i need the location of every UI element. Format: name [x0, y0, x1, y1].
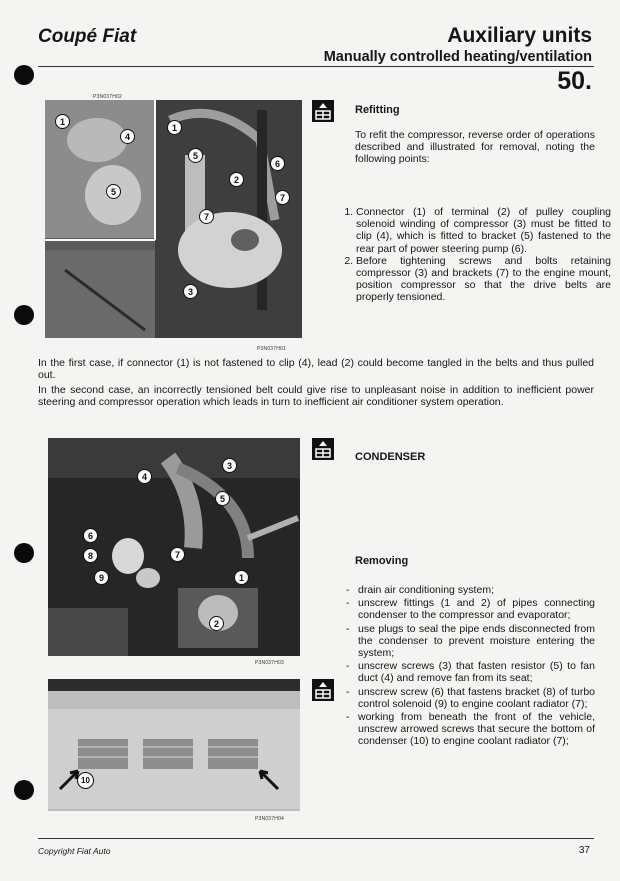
- removing-step: - drain air conditioning system;: [344, 584, 595, 596]
- condenser-heading: CONDENSER: [355, 451, 426, 463]
- compressor-photo: [45, 100, 302, 338]
- compressor-photo-graphic: [45, 100, 302, 338]
- callout-marker: 7: [170, 547, 185, 562]
- procedure-icon: [312, 679, 334, 701]
- callout-marker: 1: [234, 570, 249, 585]
- procedure-icon-graphic: [312, 438, 334, 460]
- binder-hole: [14, 65, 34, 85]
- binder-hole: [14, 780, 34, 800]
- callout-marker: 6: [83, 528, 98, 543]
- removing-step: - use plugs to seal the pipe ends disconnected from the condenser to prevent moisture entering the system;: [344, 623, 595, 660]
- condenser-bottom-graphic: [48, 679, 300, 811]
- callout-marker: 8: [83, 548, 98, 563]
- binder-hole: [14, 305, 34, 325]
- figure-code: P3N037H01: [257, 346, 287, 352]
- section-subtitle: Manually controlled heating/ventilation: [323, 49, 592, 65]
- refitting-points: [340, 206, 611, 304]
- section-title: Auxiliary units: [447, 24, 592, 47]
- removing-step: - unscrew screw (6) that fastens bracket (8) of turbo control solenoid (9) to engine coolant radiator (7);: [344, 686, 595, 710]
- brand-title: Coupé Fiat: [38, 26, 137, 47]
- callout-marker: 5: [188, 148, 203, 163]
- callout-marker: 5: [215, 491, 230, 506]
- removing-step: - unscrew screws (3) that fasten resistor (5) to fan duct (4) and remove fan from its seat;: [344, 660, 595, 684]
- procedure-icon-graphic: [312, 679, 334, 701]
- refitting-point: 1. Connector (1) of terminal (2) of pulley coupling solenoid winding of compressor (3) must be fitted to clip (4), which is fitted to bracket (5) fastened to the rear part of power steering pump (6).: [356, 206, 611, 255]
- removing-step: - unscrew fittings (1 and 2) of pipes connecting condenser to the compressor and evaporator;: [344, 597, 595, 621]
- copyright: Copyright Fiat Auto: [38, 846, 111, 856]
- footer-rule: [38, 838, 594, 839]
- refitting-point: 2. Before tightening screws and bolts retaining compressor (3) and brackets (7) to the engine mount, position compressor so that the drive belts are properly tensioned.: [356, 255, 611, 304]
- procedure-icon: [312, 100, 334, 122]
- procedure-icon: [312, 438, 334, 460]
- figure-code: P3N037H04: [255, 816, 285, 822]
- procedure-icon-graphic: [312, 100, 334, 122]
- removing-heading: Removing: [355, 555, 409, 567]
- binder-hole: [14, 543, 34, 563]
- callout-marker: 2: [229, 172, 244, 187]
- figure-code: P3N037H02: [93, 94, 123, 100]
- refitting-heading: Refitting: [355, 104, 400, 116]
- page-number: 37: [578, 845, 590, 856]
- chapter-number: 50.: [557, 67, 592, 95]
- callout-marker: 2: [209, 616, 224, 631]
- callout-marker: 7: [199, 209, 214, 224]
- callout-marker: 6: [270, 156, 285, 171]
- note-first-case: In the first case, if connector (1) is not fastened to clip (4), lead (2) could become tangled in the belts and thus pulled out.: [38, 357, 594, 382]
- note-second-case: In the second case, an incorrectly tensioned belt could give rise to unpleasant noise in addition to inefficient power steering and compressor operation which leads in turn to inefficient air conditioner system operation.: [38, 384, 594, 409]
- callout-marker: 1: [167, 120, 182, 135]
- header-rule: [38, 66, 594, 67]
- callout-marker: 4: [137, 469, 152, 484]
- refitting-intro: To refit the compressor, reverse order of operations described and illustrated for removal, noting the following points:: [355, 129, 595, 166]
- callout-marker: 3: [183, 284, 198, 299]
- callout-marker: 10: [77, 772, 94, 789]
- callout-marker: 4: [120, 129, 135, 144]
- callout-marker: 9: [94, 570, 109, 585]
- condenser-bottom-photo: [48, 679, 300, 811]
- callout-marker: 7: [275, 190, 290, 205]
- removing-steps: [344, 584, 595, 749]
- removing-step: - working from beneath the front of the vehicle, unscrew arrowed screws that secure the bottom of condenser (10) to engine coolant radiator (7);: [344, 711, 595, 748]
- figure-code: P3N037H03: [255, 660, 285, 666]
- callout-marker: 1: [55, 114, 70, 129]
- callout-marker: 3: [222, 458, 237, 473]
- callout-marker: 5: [106, 184, 121, 199]
